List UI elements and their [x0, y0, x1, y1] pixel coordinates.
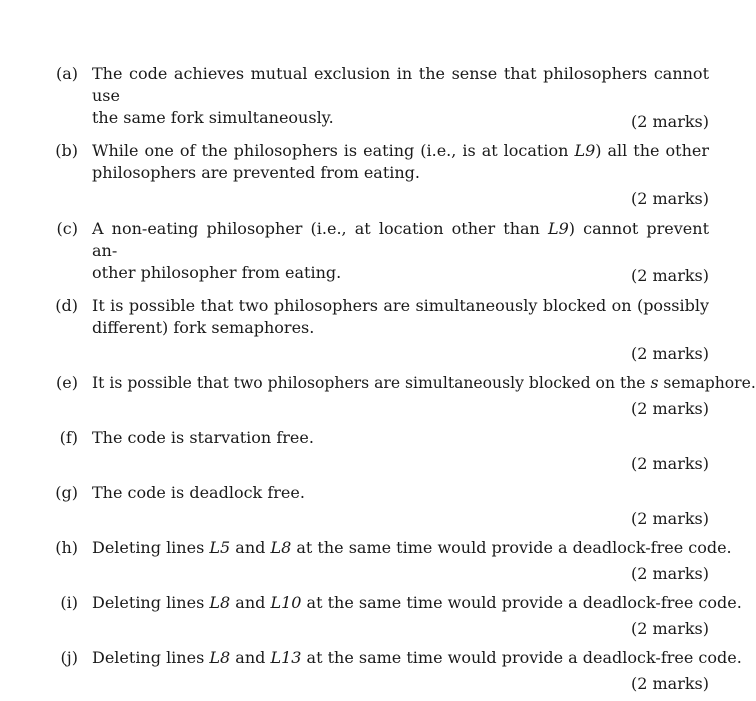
- question-text: [92, 218, 709, 284]
- question-label: (g): [55, 483, 78, 502]
- marks-h: (2 marks): [630, 564, 709, 583]
- math-identifier: L8: [209, 593, 231, 612]
- question-text: The code is deadlock free.: [92, 483, 305, 502]
- math-identifier: L8: [209, 648, 231, 667]
- marks-f: (2 marks): [630, 454, 709, 473]
- math-identifier: L9: [547, 219, 569, 238]
- question-text: Deleting lines L5 and L8 at the same time would provide a deadlock-free code.: [92, 538, 732, 557]
- question-line: other philosopher from eating.: [92, 263, 342, 282]
- question-line: While one of the philosophers is eating (i.e., is at location L9) all the other: [92, 141, 709, 160]
- math-identifier: s: [650, 374, 659, 392]
- question-text: [92, 63, 709, 129]
- question-line: It is possible that two philosophers are simultaneously blocked on (possibly: [92, 296, 709, 315]
- question-line: philosophers are prevented from eating.: [92, 163, 421, 182]
- math-identifier: L10: [270, 593, 302, 612]
- question-line: different) fork semaphores.: [92, 318, 315, 337]
- question-label: (e): [56, 373, 78, 392]
- question-label: (c): [56, 219, 78, 238]
- marks-i: (2 marks): [630, 619, 709, 638]
- marks-j: (2 marks): [630, 674, 709, 693]
- question-text: It is possible that two philosophers are simultaneously blocked on the s semaphore.: [92, 374, 756, 392]
- question-line: The code achieves mutual exclusion in the sense that philosophers cannot use: [92, 64, 709, 105]
- question-text: Deleting lines L8 and L13 at the same time would provide a deadlock-free code.: [92, 648, 742, 667]
- math-identifier: L8: [270, 538, 292, 557]
- question-label: (b): [55, 141, 78, 160]
- question-label: (h): [55, 538, 78, 557]
- question-label: (i): [60, 593, 78, 612]
- math-identifier: L5: [209, 538, 231, 557]
- marks-b: (2 marks): [630, 189, 709, 208]
- question-label: (j): [60, 648, 78, 667]
- marks-e: (2 marks): [630, 399, 709, 418]
- question-text: Deleting lines L8 and L10 at the same time would provide a deadlock-free code.: [92, 593, 742, 612]
- question-label: (d): [55, 296, 78, 315]
- marks-a: (2 marks): [630, 112, 709, 131]
- marks-g: (2 marks): [630, 509, 709, 528]
- question-text: The code is starvation free.: [92, 428, 314, 447]
- question-label: (f): [59, 428, 78, 447]
- math-identifier: L13: [270, 648, 302, 667]
- question-line: the same fork simultaneously.: [92, 108, 334, 127]
- question-text: [92, 140, 709, 184]
- marks-d: (2 marks): [630, 344, 709, 363]
- question-line: A non-eating philosopher (i.e., at location other than L9) cannot prevent an-: [92, 219, 709, 260]
- question-text: [92, 295, 709, 339]
- math-identifier: L9: [574, 141, 596, 160]
- marks-c: (2 marks): [630, 266, 709, 285]
- question-label: (a): [55, 64, 78, 83]
